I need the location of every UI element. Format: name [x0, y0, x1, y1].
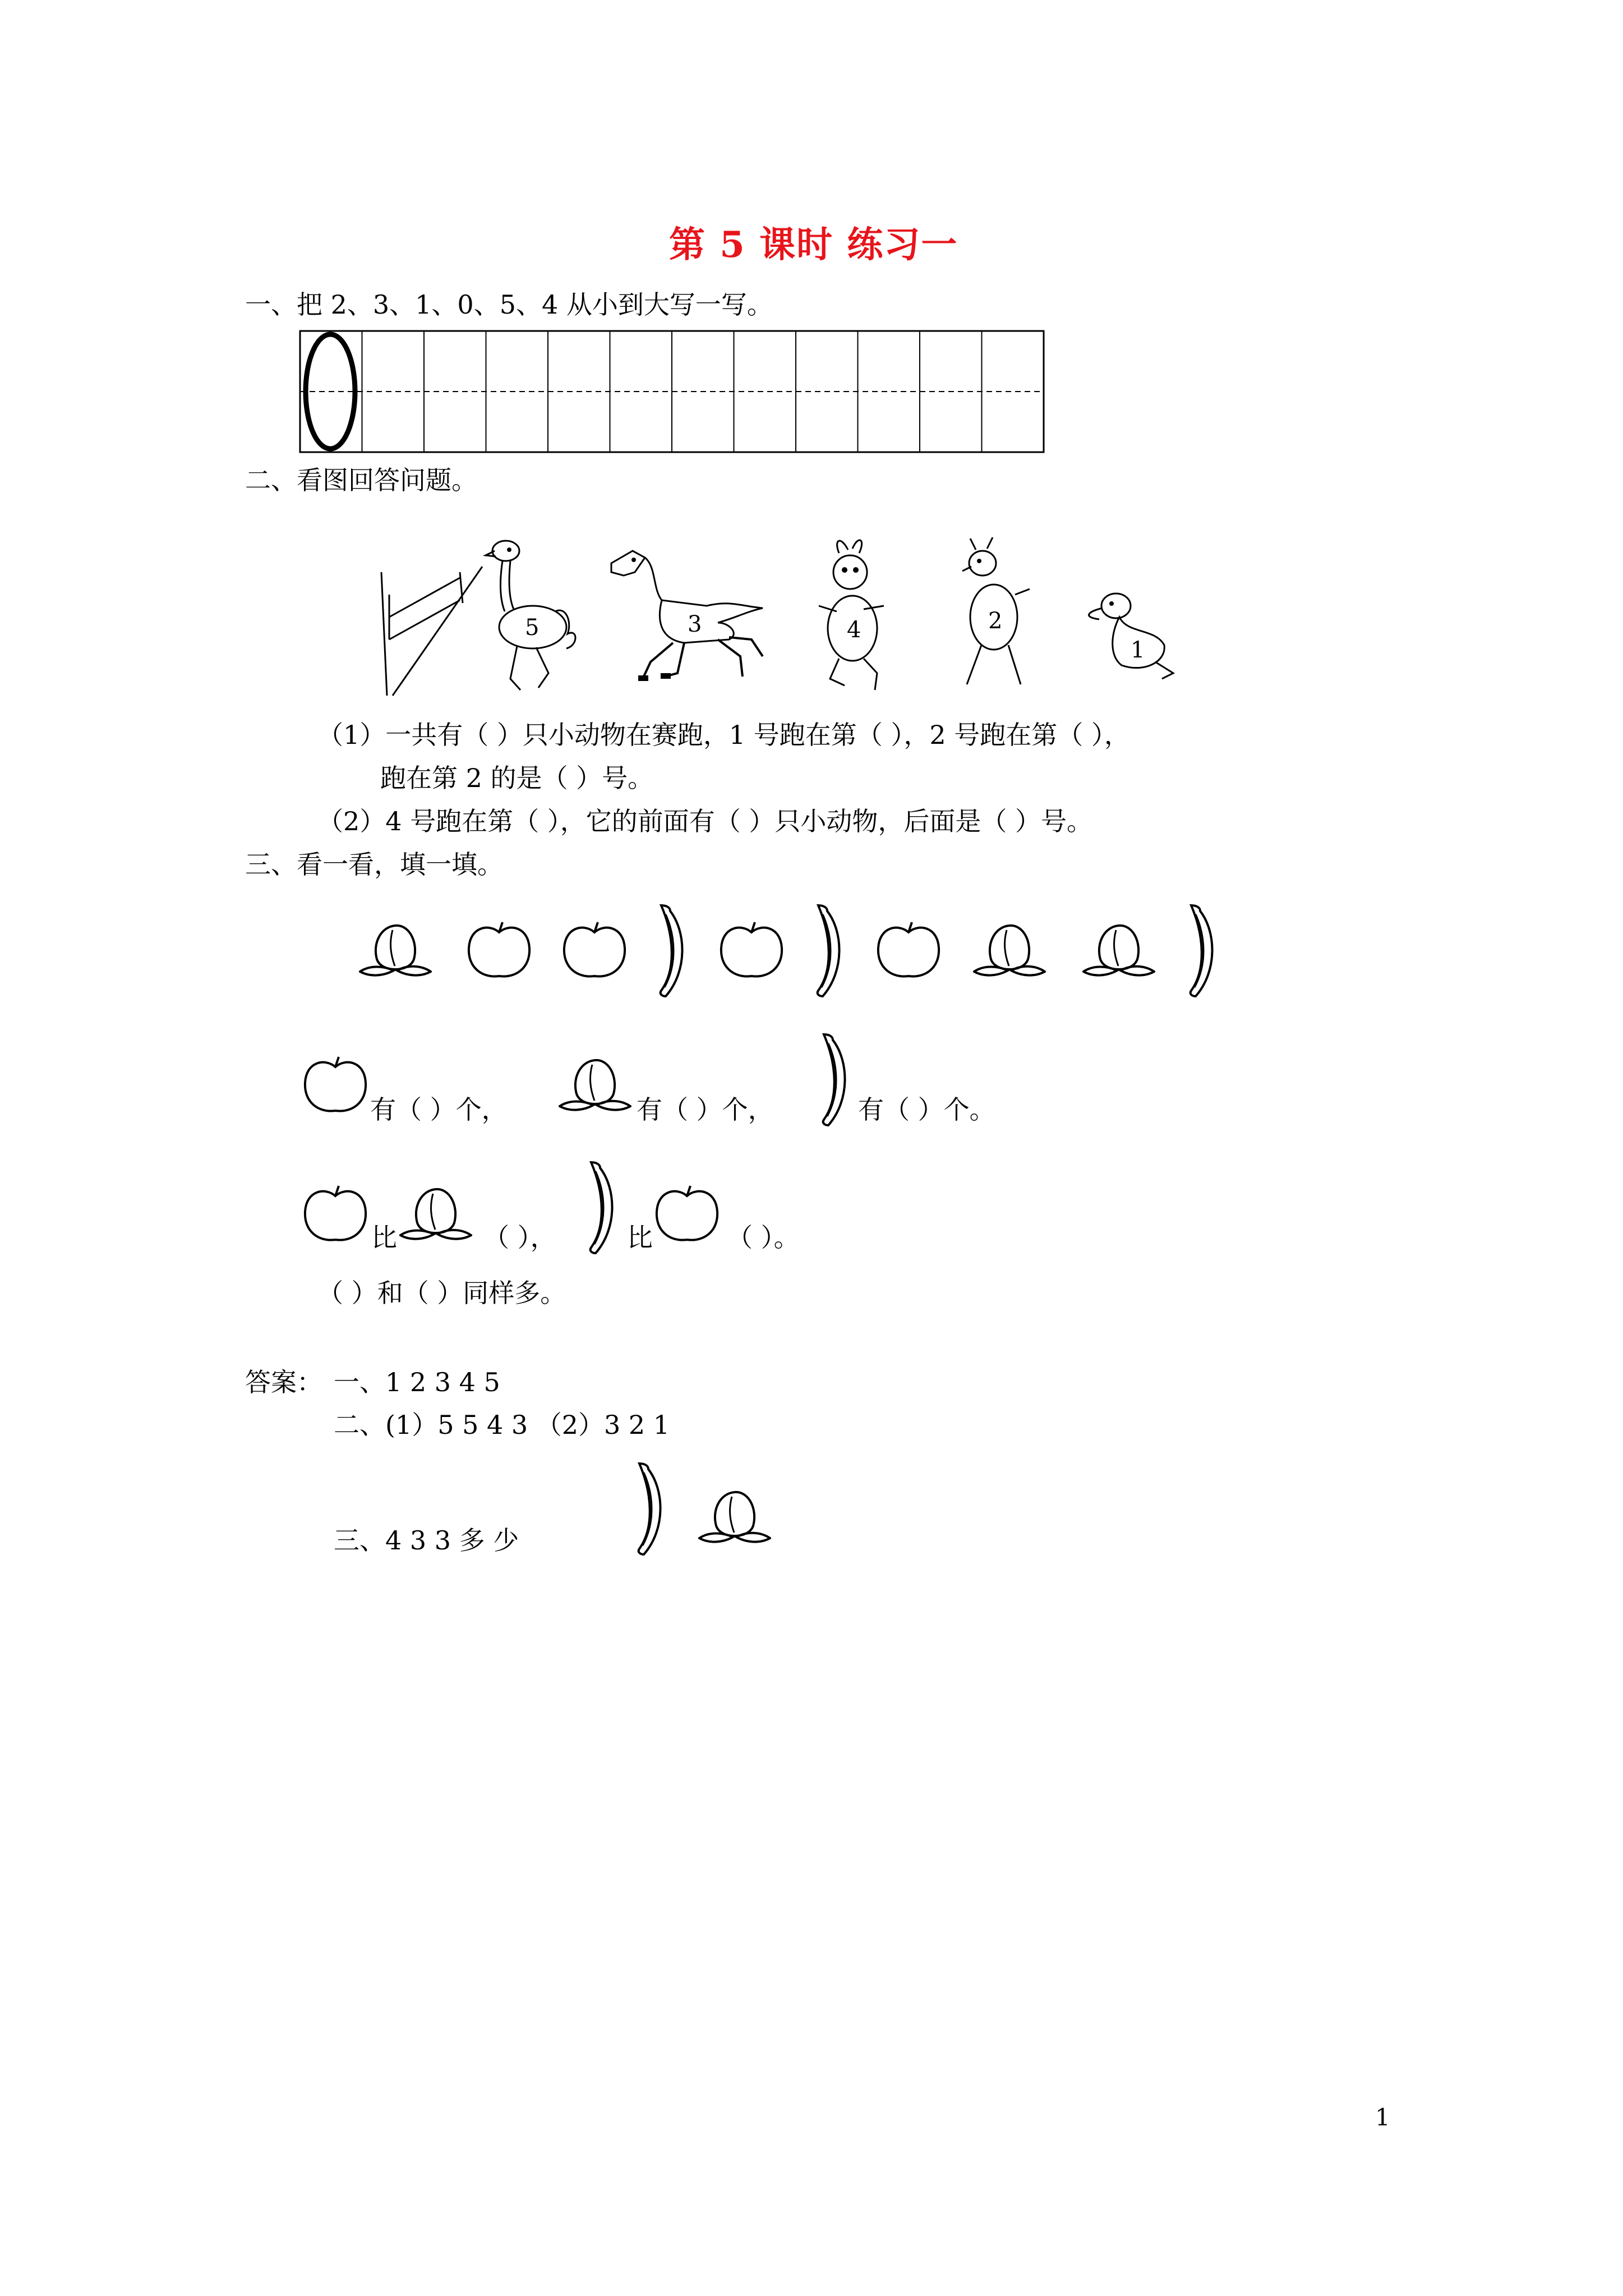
deer-runner — [962, 537, 1030, 684]
peach-icon — [559, 1055, 634, 1119]
finish-line — [381, 567, 482, 696]
apple-icon — [302, 1055, 372, 1119]
apple-icon — [564, 922, 625, 977]
apple-icon — [721, 922, 782, 977]
peach-icon — [1083, 926, 1154, 976]
banana-icon — [661, 905, 683, 996]
question-2-2: （2）4 号跑在第（ ），它的前面有（ ）只小动物，后面是（ ）号。 — [317, 806, 1093, 836]
runner-number: 3 — [688, 611, 702, 637]
answers-line-1: 一、1 2 3 4 5 — [334, 1367, 500, 1397]
runner-number: 4 — [847, 617, 861, 643]
banana-icon — [583, 1160, 625, 1258]
runner-number: 1 — [1131, 637, 1145, 663]
rabbit-runner — [819, 540, 884, 690]
fruit-row — [359, 903, 1234, 1004]
apple-icon — [878, 922, 939, 977]
banana-icon — [1191, 905, 1212, 996]
banana-icon — [631, 1461, 674, 1559]
writing-grid — [299, 330, 1045, 453]
count-apple-text: 有（ ）个， — [370, 1094, 508, 1125]
duck-runner — [1089, 593, 1173, 679]
page-title: 第 5 课时 练习一 — [669, 224, 958, 266]
ostrich-runner — [486, 541, 575, 690]
banana-icon — [818, 905, 840, 996]
question-2-1-line-1: （1）一共有（ ）只小动物在赛跑，1 号跑在第（ ），2 号跑在第（ ）， — [317, 720, 1130, 750]
section3-heading: 三、看一看，填一填。 — [245, 849, 503, 880]
count-peach-text: 有（ ）个， — [637, 1094, 774, 1125]
compare-word-2: 比 — [627, 1222, 653, 1253]
compare-word-1: 比 — [371, 1222, 397, 1253]
compare-blank-2: （ ）。 — [727, 1222, 800, 1253]
race-illustration — [370, 539, 1223, 707]
apple-icon — [653, 1184, 723, 1248]
runner-number: 5 — [525, 615, 540, 641]
answers-label: 答案： — [245, 1367, 322, 1397]
answers-line-3: 三、4 3 3 多 少 — [334, 1525, 519, 1556]
question-2-1-line-2: 跑在第 2 的是（ ）号。 — [380, 763, 654, 793]
apple-icon — [469, 922, 529, 977]
compare-blank-1: （ ）， — [483, 1222, 556, 1253]
runner-number: 2 — [988, 608, 1003, 634]
same-amount-line: （ ）和（ ）同样多。 — [317, 1278, 566, 1308]
answers-line-2: 二、(1）5 5 4 3 （2）3 2 1 — [334, 1410, 670, 1440]
section2-heading: 二、看图回答问题。 — [245, 465, 477, 495]
horse-runner — [611, 551, 763, 681]
peach-icon — [399, 1184, 475, 1248]
count-banana-text: 有（ ）个。 — [858, 1094, 995, 1125]
peach-icon — [698, 1487, 774, 1551]
page-number: 1 — [1375, 2104, 1390, 2131]
writing-grid-lines — [299, 330, 1045, 453]
peach-icon — [360, 926, 431, 976]
banana-icon — [816, 1032, 858, 1130]
section1-heading: 一、把 2、3、1、0、5、4 从小到大写一写。 — [245, 289, 773, 320]
peach-icon — [974, 926, 1045, 976]
apple-icon — [302, 1184, 372, 1248]
